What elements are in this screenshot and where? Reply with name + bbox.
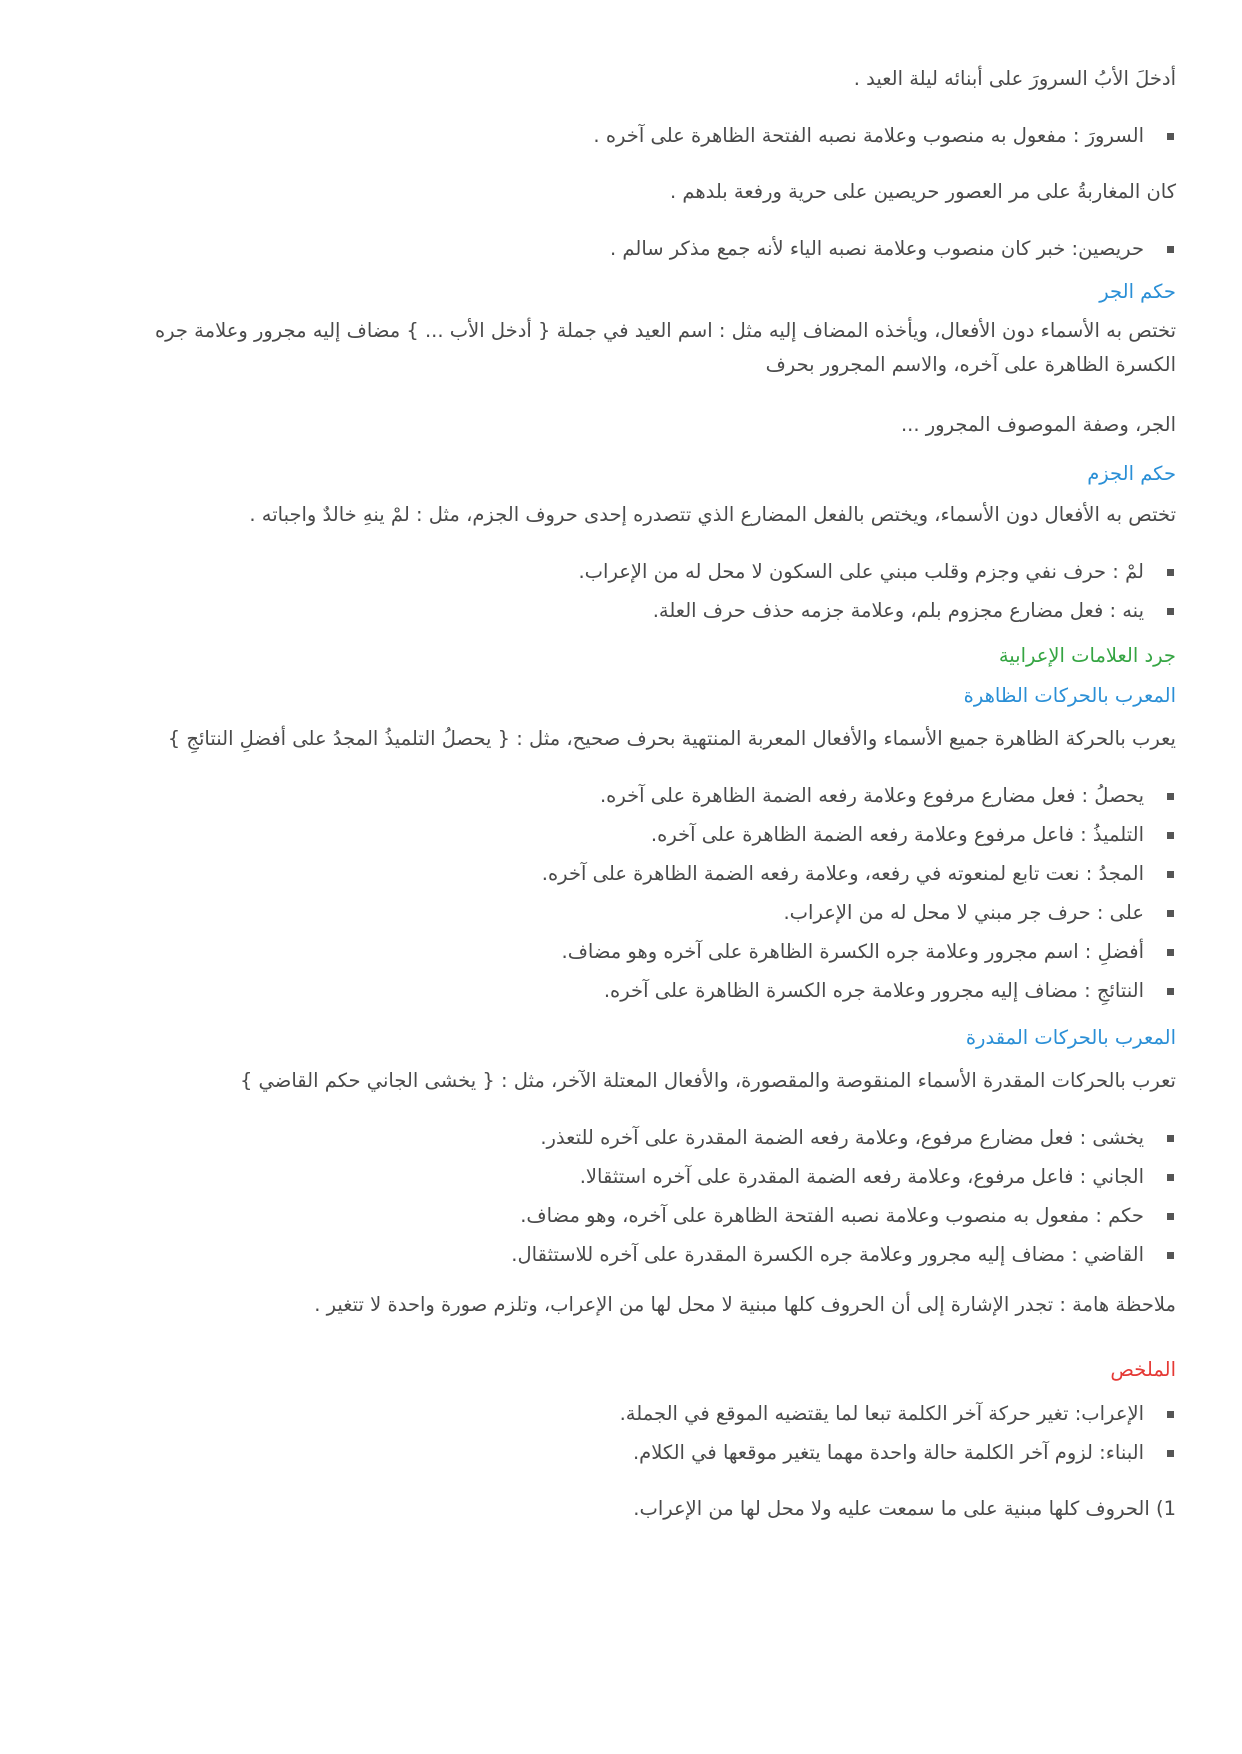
section-heading-jazm: حكم الجزم (1087, 462, 1176, 485)
visible-marks-paragraph: يعرب بالحركة الظاهرة جميع الأسماء والأفعال المعربة المنتهية بحرف صحيح، مثل : { يحصلُ التلميذُ المجدُ على أفضلِ النتائجِ } (167, 727, 1176, 750)
numbered-note: 1) الحروف كلها مبنية على ما سمعت عليه ولا محل لها من الإعراب. (633, 1497, 1176, 1520)
important-note: ملاحظة هامة : تجدر الإشارة إلى أن الحروف كلها مبنية لا محل لها من الإعراب، وتلزم صورة واحدة لا تتغير . (314, 1293, 1176, 1316)
square-bullet-icon (1167, 871, 1174, 878)
list-item: البناء: لزوم آخر الكلمة حالة واحدة مهما يتغير موقعها في الكلام. (106, 1433, 1176, 1472)
jarr-paragraph-line2: الكسرة الظاهرة على آخره، والاسم المجرور بحرف (765, 353, 1176, 376)
intro-example-sentence: أدخلَ الأبُ السرورَ على أبنائه ليلة العيد . (853, 67, 1176, 90)
square-bullet-icon (1167, 910, 1174, 917)
summary-list (106, 1394, 1176, 1472)
square-bullet-icon (1167, 1252, 1174, 1259)
list-item: الإعراب: تغير حركة آخر الكلمة تبعا لما يقتضيه الموقع في الجملة. (106, 1394, 1176, 1433)
visible-marks-list (106, 776, 1176, 1010)
square-bullet-icon (1167, 569, 1174, 576)
list-item: القاضي : مضاف إليه مجرور وعلامة جره الكسرة المقدرة على آخره للاستثقال. (106, 1235, 1176, 1274)
square-bullet-icon (1167, 608, 1174, 615)
square-bullet-icon (1167, 832, 1174, 839)
subheading-implied-marks: المعرب بالحركات المقدرة (965, 1026, 1176, 1049)
list-item: التلميذُ : فاعل مرفوع وعلامة رفعه الضمة الظاهرة على آخره. (106, 815, 1176, 854)
list-item: حريصين: خبر كان منصوب وعلامة نصبه الياء لأنه جمع مذكر سالم . (106, 229, 1176, 268)
square-bullet-icon (1167, 949, 1174, 956)
square-bullet-icon (1167, 1450, 1174, 1457)
list-item: يخشى : فعل مضارع مرفوع، وعلامة رفعه الضمة المقدرة على آخره للتعذر. (106, 1118, 1176, 1157)
list-item: ينه : فعل مضارع مجزوم بلم، وعلامة جزمه حذف حرف العلة. (106, 591, 1176, 630)
list-item: حكم : مفعول به منصوب وعلامة نصبه الفتحة الظاهرة على آخره، وهو مضاف. (106, 1196, 1176, 1235)
square-bullet-icon (1167, 793, 1174, 800)
implied-marks-paragraph: تعرب بالحركات المقدرة الأسماء المنقوصة والمقصورة، والأفعال المعتلة الآخر، مثل : { يخشى الجاني حكم القاضي } (239, 1069, 1176, 1092)
square-bullet-icon (1167, 133, 1174, 140)
implied-marks-list (106, 1118, 1176, 1274)
jarr-paragraph-2: الجر، وصفة الموصوف المجرور ... (900, 413, 1176, 436)
intro-list-2 (106, 229, 1176, 268)
intro-example-sentence-2: كان المغاربةُ على مر العصور حريصين على حرية ورفعة بلدهم . (669, 180, 1176, 203)
list-item: المجدُ : نعت تابع لمنعوته في رفعه، وعلامة رفعه الضمة الظاهرة على آخره. (106, 854, 1176, 893)
list-item: النتائجِ : مضاف إليه مجرور وعلامة جره الكسرة الظاهرة على آخره. (106, 971, 1176, 1010)
square-bullet-icon (1167, 988, 1174, 995)
list-item: الجاني : فاعل مرفوع، وعلامة رفعه الضمة المقدرة على آخره استثقالا. (106, 1157, 1176, 1196)
square-bullet-icon (1167, 1213, 1174, 1220)
list-item: على : حرف جر مبني لا محل له من الإعراب. (106, 893, 1176, 932)
list-item: يحصلُ : فعل مضارع مرفوع وعلامة رفعه الضمة الظاهرة على آخره. (106, 776, 1176, 815)
section-heading-jarr: حكم الجر (1099, 280, 1176, 303)
jazm-list (106, 552, 1176, 630)
jarr-paragraph-line1: تختص به الأسماء دون الأفعال، ويأخذه المضاف إليه مثل : اسم العيد في جملة { أدخل الأب ... } مضاف إليه مجرور وعلامة جره (154, 319, 1176, 342)
square-bullet-icon (1167, 246, 1174, 253)
subheading-visible-marks: المعرب بالحركات الظاهرة (963, 684, 1176, 707)
list-item: أفضلِ : اسم مجرور وعلامة جره الكسرة الظاهرة على آخره وهو مضاف. (106, 932, 1176, 971)
list-item: السرورَ : مفعول به منصوب وعلامة نصبه الفتحة الظاهرة على آخره . (106, 116, 1176, 155)
section-heading-summary: الملخص (1110, 1358, 1176, 1381)
square-bullet-icon (1167, 1174, 1174, 1181)
list-item: لمْ : حرف نفي وجزم وقلب مبني على السكون لا محل له من الإعراب. (106, 552, 1176, 591)
square-bullet-icon (1167, 1411, 1174, 1418)
square-bullet-icon (1167, 1135, 1174, 1142)
section-heading-signs: جرد العلامات الإعرابية (998, 644, 1176, 667)
intro-list-1 (106, 116, 1176, 155)
jazm-paragraph: تختص به الأفعال دون الأسماء، ويختص بالفعل المضارع الذي تتصدره إحدى حروف الجزم، مثل : لمْ ينهِ خالدٌ واجباته . (249, 503, 1176, 526)
